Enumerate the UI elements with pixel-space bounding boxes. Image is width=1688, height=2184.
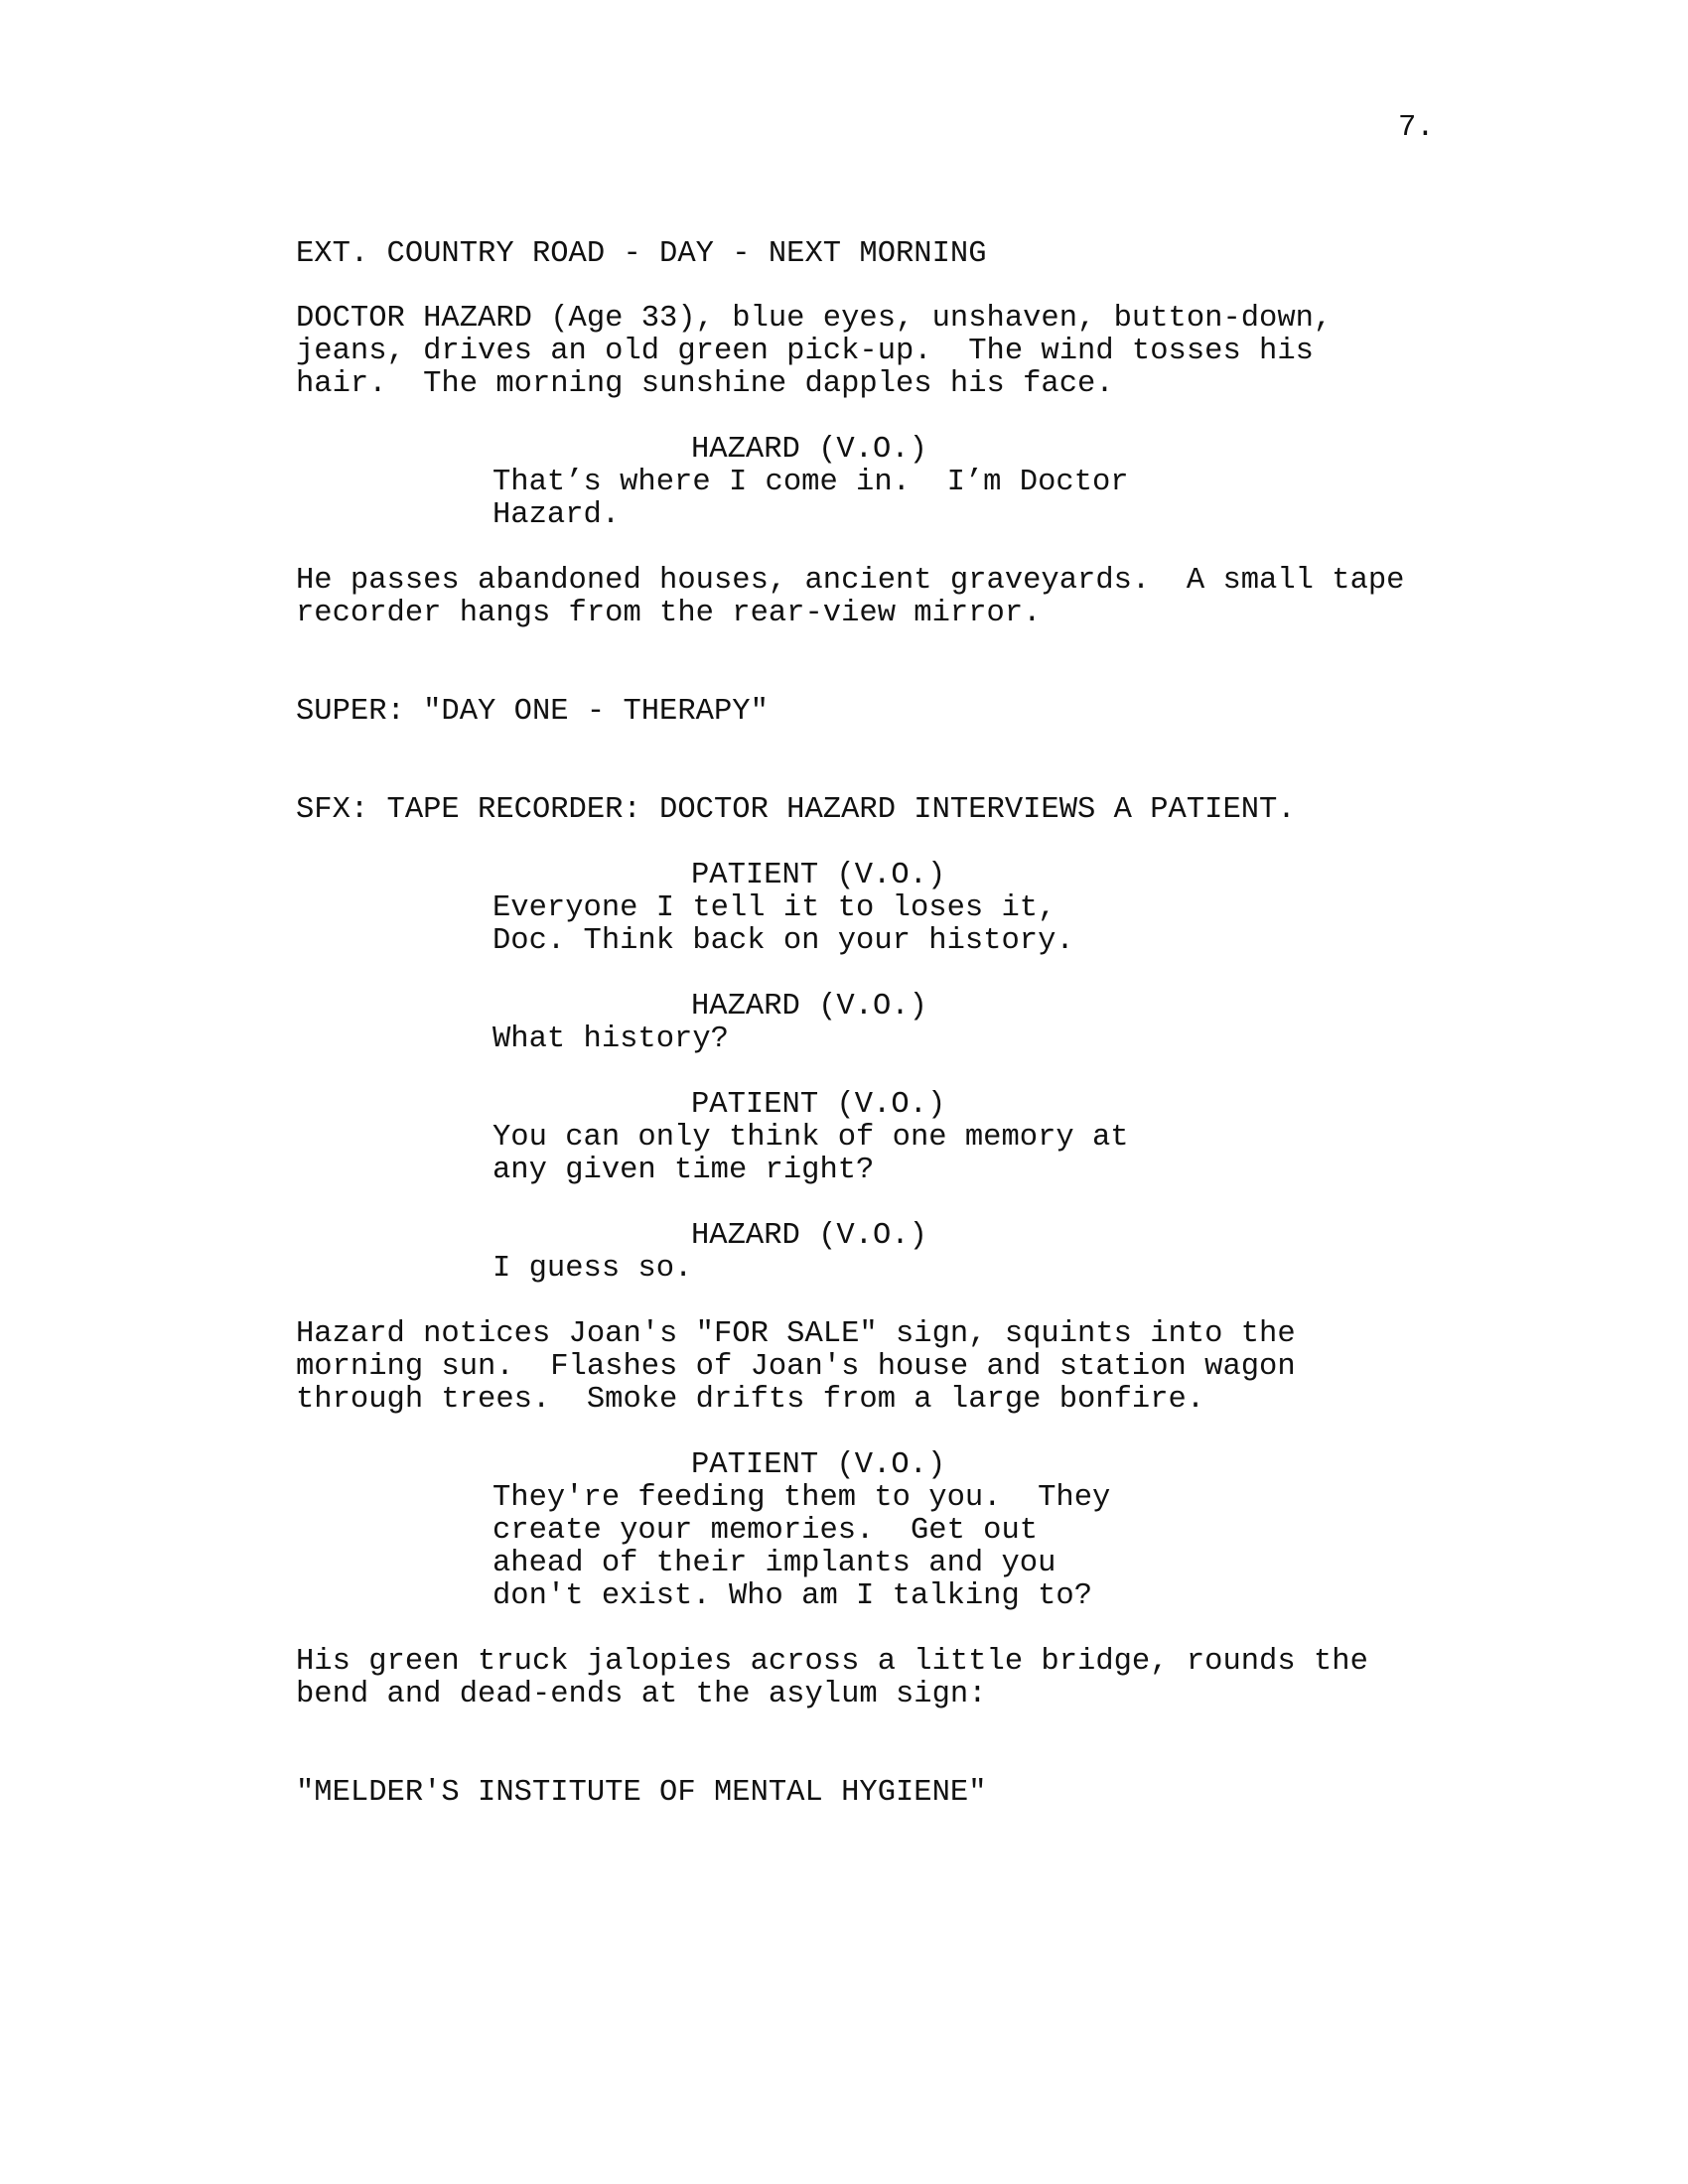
scene-heading: EXT. COUNTRY ROAD - DAY - NEXT MORNING xyxy=(296,237,987,271)
sign-text: "MELDER'S INSTITUTE OF MENTAL HYGIENE" xyxy=(296,1776,987,1810)
action-line: recorder hangs from the rear-view mirror. xyxy=(296,597,1042,630)
action-line: bend and dead-ends at the asylum sign: xyxy=(296,1678,987,1711)
character-cue: HAZARD (V.O.) xyxy=(691,433,927,467)
action-line: He passes abandoned houses, ancient graveyards. A small tape xyxy=(296,564,1405,598)
character-cue: HAZARD (V.O.) xyxy=(691,1219,927,1253)
action-line: through trees. Smoke drifts from a large bonfire. xyxy=(296,1383,1205,1417)
action-line: Hazard notices Joan's "FOR SALE" sign, squints into the xyxy=(296,1317,1296,1351)
sfx-line: SFX: TAPE RECORDER: DOCTOR HAZARD INTERVIEWS A PATIENT. xyxy=(296,793,1296,827)
page-number: 7. xyxy=(1398,111,1435,145)
super-line: SUPER: "DAY ONE - THERAPY" xyxy=(296,695,769,729)
action-line: jeans, drives an old green pick-up. The wind tosses his xyxy=(296,335,1314,368)
dialogue-line: That’s where I come in. I’m Doctor xyxy=(492,466,1129,499)
dialogue-line: What history? xyxy=(492,1023,729,1056)
action-line: His green truck jalopies across a little bridge, rounds the xyxy=(296,1645,1368,1679)
dialogue-line: You can only think of one memory at xyxy=(492,1121,1129,1155)
dialogue-line: They're feeding them to you. They xyxy=(492,1481,1111,1515)
dialogue-line: don't exist. Who am I talking to? xyxy=(492,1579,1092,1613)
character-cue: HAZARD (V.O.) xyxy=(691,990,927,1024)
dialogue-line: ahead of their implants and you xyxy=(492,1547,1056,1580)
action-line: hair. The morning sunshine dapples his face. xyxy=(296,367,1114,401)
dialogue-line: Doc. Think back on your history. xyxy=(492,924,1074,958)
character-cue: PATIENT (V.O.) xyxy=(691,1088,946,1122)
dialogue-line: any given time right? xyxy=(492,1154,875,1187)
action-line: morning sun. Flashes of Joan's house and station wagon xyxy=(296,1350,1296,1384)
dialogue-line: create your memories. Get out xyxy=(492,1514,1039,1548)
character-cue: PATIENT (V.O.) xyxy=(691,1448,946,1482)
dialogue-line: Everyone I tell it to loses it, xyxy=(492,891,1056,925)
character-cue: PATIENT (V.O.) xyxy=(691,859,946,892)
action-line: DOCTOR HAZARD (Age 33), blue eyes, unshaven, button-down, xyxy=(296,302,1333,336)
dialogue-line: Hazard. xyxy=(492,498,621,532)
dialogue-line: I guess so. xyxy=(492,1252,693,1286)
